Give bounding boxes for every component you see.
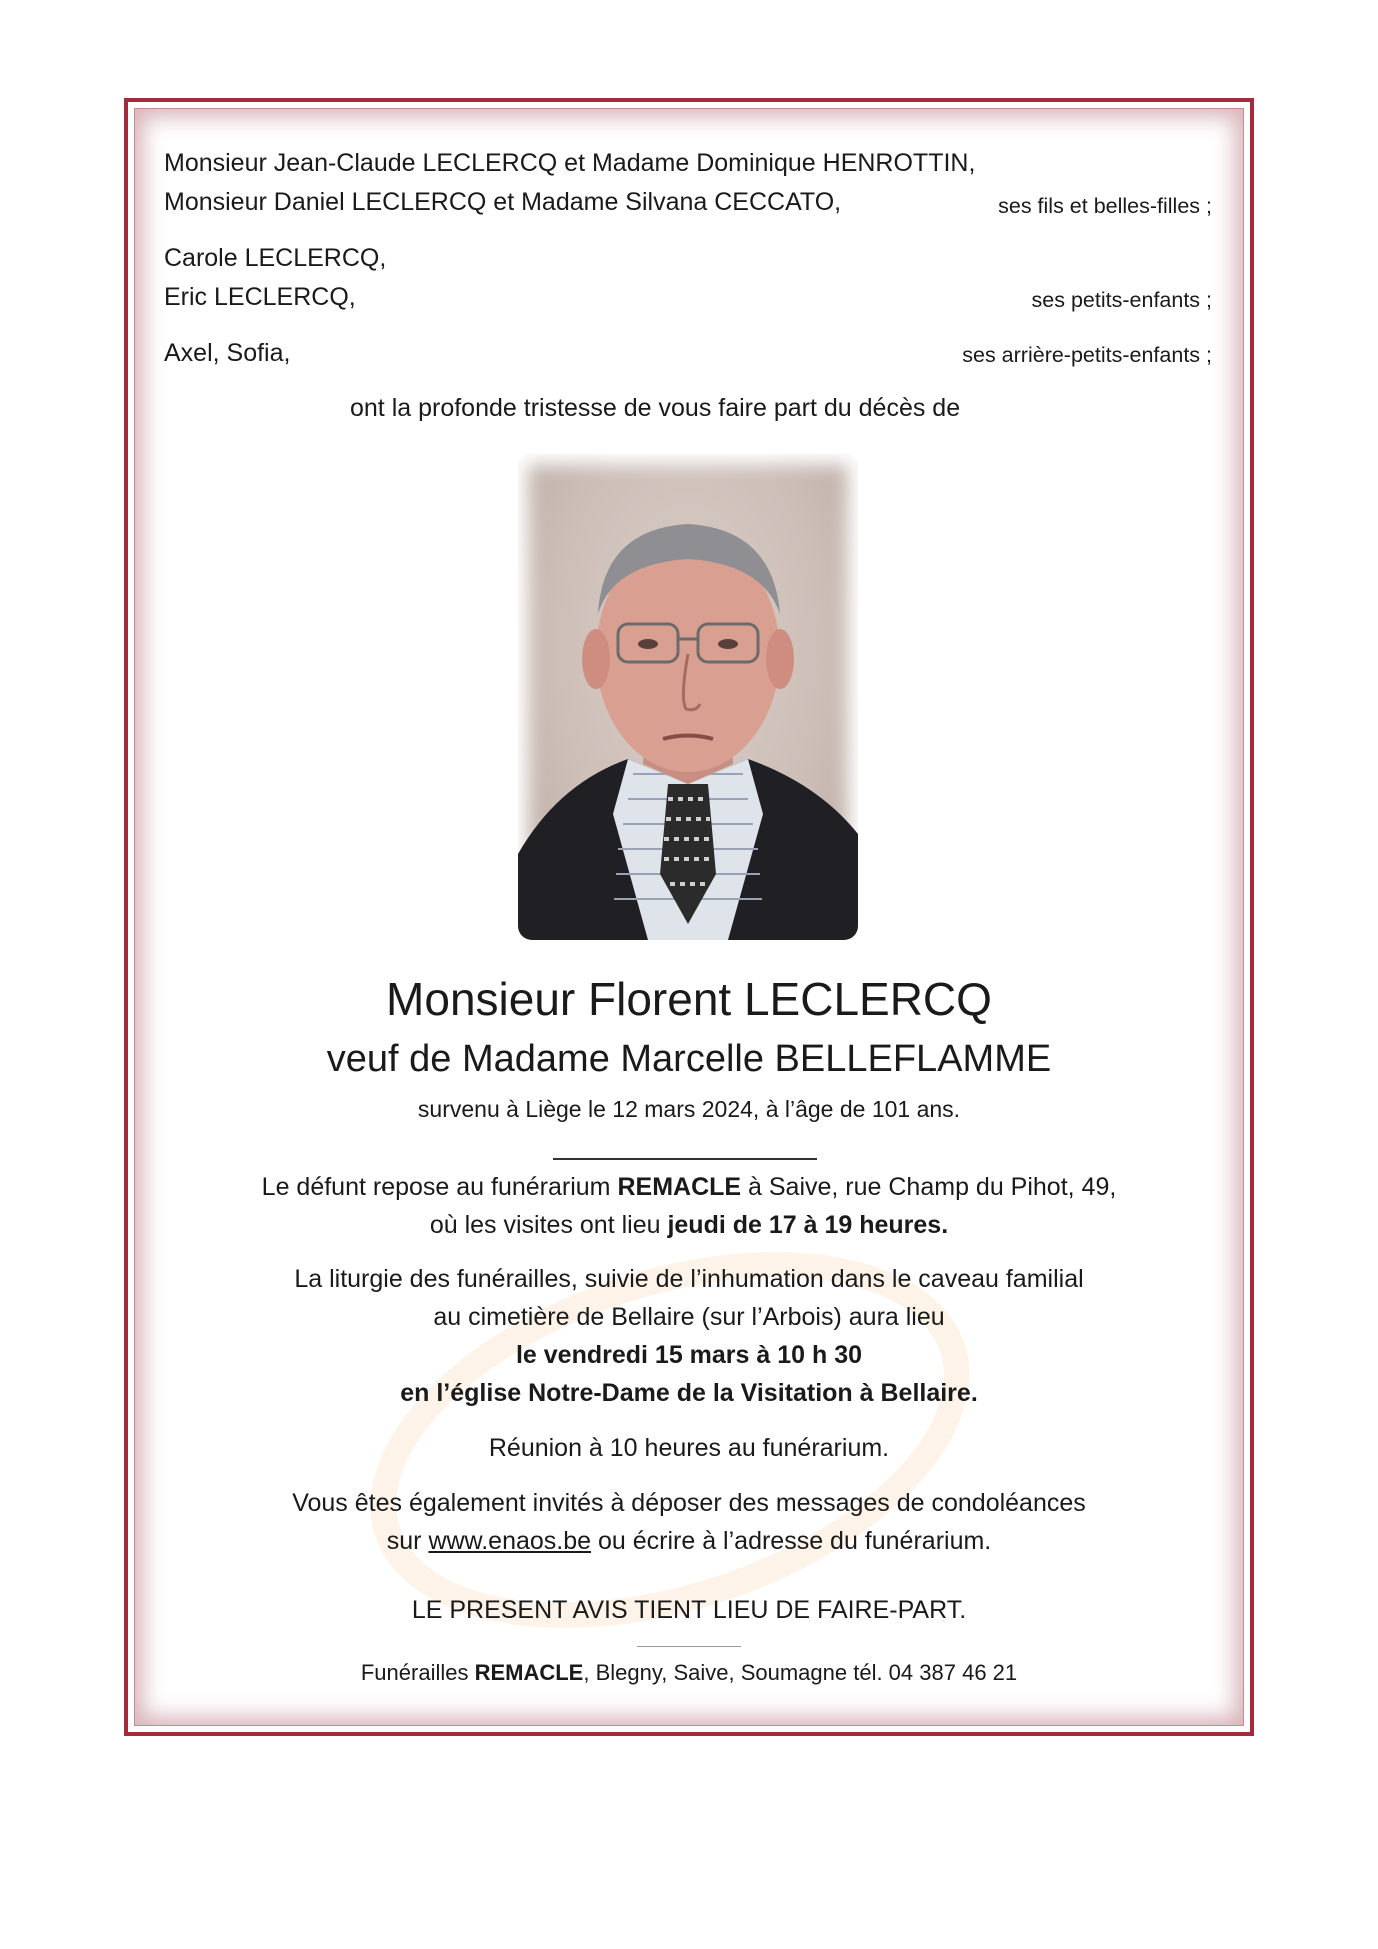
ceremony-line-1: La liturgie des funérailles, suivie de l’inhumation dans le caveau familial	[294, 1265, 1084, 1293]
divider-rule	[553, 1158, 817, 1160]
viewing-line-1	[124, 1175, 1254, 1200]
viewing-text-3: où les visites ont lieu	[429, 1211, 668, 1239]
condolences-text-2: ou écrire à l’adresse du funérarium.	[591, 1527, 992, 1555]
ceremony-place: en l’église Notre-Dame de la Visitation à Bellaire.	[400, 1379, 978, 1407]
widower-line: veuf de Madame Marcelle BELLEFLAMME	[326, 1038, 1052, 1080]
family-line-greatgrandchildren: Axel, Sofia,	[164, 339, 291, 367]
relation-grandchildren: ses petits-enfants ;	[1031, 288, 1212, 312]
meeting-info: Réunion à 10 heures au funérarium.	[488, 1434, 890, 1462]
viewing-text-1: Le défunt repose au funérarium	[261, 1173, 618, 1201]
condolences-text-1: sur	[386, 1527, 429, 1555]
family-line-grandchild-2: Eric LECLERCQ,	[164, 283, 356, 311]
viewing-text-2: à Saive, rue Champ du Pihot, 49,	[741, 1173, 1117, 1201]
relation-great-grandchildren: ses arrière-petits-enfants ;	[962, 343, 1212, 367]
ceremony-line-2: au cimetière de Bellaire (sur l’Arbois) aura lieu	[433, 1303, 945, 1331]
viewing-line-2	[124, 1213, 1254, 1238]
portrait-photo	[518, 454, 858, 940]
family-line-grandchild-1: Carole LECLERCQ,	[164, 244, 387, 272]
intro-text: ont la profonde tristesse de vous faire part du décès de	[350, 394, 961, 422]
death-info: survenu à Liège le 12 mars 2024, à l’âge de 101 ans.	[417, 1096, 961, 1122]
condolences-line-2	[124, 1529, 1254, 1554]
notice-text: LE PRESENT AVIS TIENT LIEU DE FAIRE-PART.	[411, 1596, 967, 1624]
deceased-name: Monsieur Florent LECLERCQ	[386, 973, 992, 1025]
footer-line	[124, 1662, 1254, 1684]
footer-text-2: , Blegny, Saive, Soumagne tél. 04 387 46 21	[583, 1660, 1018, 1685]
footer-text-1: Funérailles	[360, 1660, 475, 1685]
footer-divider	[637, 1646, 741, 1647]
relation-sons: ses fils et belles-filles ;	[998, 194, 1212, 218]
ceremony-date: le vendredi 15 mars à 10 h 30	[515, 1341, 863, 1369]
footer-company: REMACLE	[474, 1660, 584, 1685]
website-link[interactable]: www.enaos.be	[428, 1527, 592, 1555]
funeral-home-name: REMACLE	[617, 1173, 742, 1201]
family-line-sons-1: Monsieur Jean-Claude LECLERCQ et Madame Dominique HENROTTIN,	[164, 149, 976, 177]
family-line-sons-2: Monsieur Daniel LECLERCQ et Madame Silvana CECCATO,	[164, 188, 842, 216]
visiting-hours: jeudi de 17 à 19 heures.	[667, 1211, 949, 1239]
condolences-line-1: Vous êtes également invités à déposer des messages de condoléances	[292, 1489, 1086, 1517]
